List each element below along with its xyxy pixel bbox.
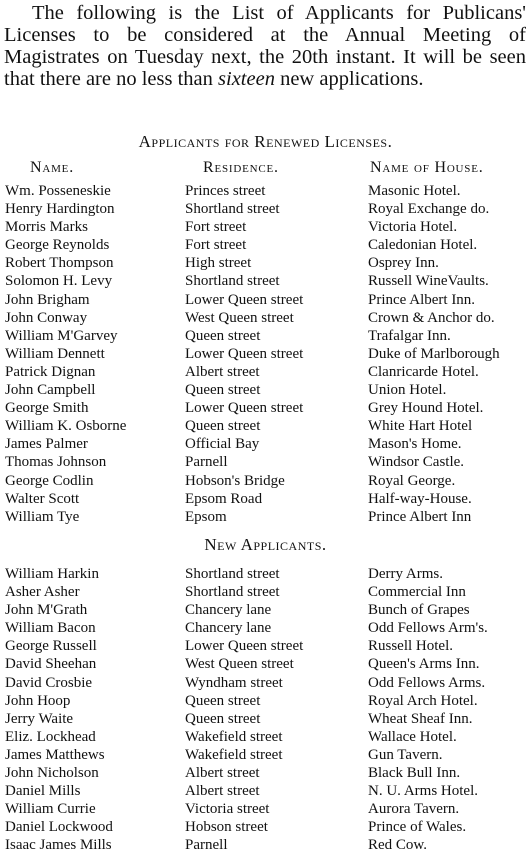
house-name: Osprey Inn. [368,255,439,272]
house-name: White Hart Hotel [368,418,473,435]
applicant-name: George Codlin [5,472,94,489]
table-row [0,309,531,327]
house-name: Duke of Marlborough [368,345,500,362]
residence: Epsom Road [185,490,263,507]
table-row [0,490,531,508]
applicant-name: Daniel Mills [5,783,81,800]
house-name: Queen's Arms Inn. [368,656,480,673]
house-name: Odd Fellows Arm's. [368,620,488,637]
house-name: Royal George. [368,472,456,489]
residence: Lower Queen street [185,291,304,308]
house-name: Masonic Hotel. [368,183,461,199]
residence: Albert street [185,363,260,380]
residence: Chancery lane [185,602,272,619]
residence: Hobson's Bridge [185,472,285,489]
house-name: Odd Fellows Arms. [368,674,486,691]
house-name: Derry Arms. [368,566,443,582]
applicant-name: John Hoop [5,692,71,709]
residence: Albert street [185,783,260,800]
house-name: Mason's Home. [368,436,462,453]
applicant-name: John Nicholson [5,765,99,782]
table-row [0,619,531,637]
applicant-name: David Crosbie [5,674,93,691]
residence: Shortland street [185,584,280,601]
table-row [0,565,531,583]
house-name: N. U. Arms Hotel. [368,783,478,800]
residence: Lower Queen street [185,400,304,417]
residence: Queen street [185,692,261,709]
house-name: Wheat Sheaf Inn. [368,710,473,727]
applicant-name: George Russell [5,638,97,655]
table-row [0,655,531,673]
applicant-name: Isaac James Mills [5,837,112,854]
house-name: Prince Albert Inn. [368,291,476,308]
applicant-name: William Harkin [5,566,99,582]
table-row [0,327,531,345]
house-name: Wallace Hotel. [368,728,457,745]
applicant-name: John Conway [5,309,88,326]
applicant-name: Henry Hardington [5,201,115,218]
table-row [0,472,531,490]
table-row [0,674,531,692]
applicant-name: John M'Grath [5,602,88,619]
applicant-name: John Brigham [5,291,90,308]
table-row [0,637,531,655]
table-row [0,583,531,601]
residence: Queen street [185,418,261,435]
applicant-name: James Matthews [5,746,105,763]
residence: Parnell [185,837,228,854]
new-applicants-table [0,565,531,855]
table-row [0,508,531,526]
house-name: Aurora Tavern. [368,801,460,818]
house-name: Royal Exchange do. [368,201,490,218]
applicant-name: William Tye [5,508,80,525]
residence: Princes street [185,183,266,199]
house-name: Half-way-House. [368,490,472,507]
applicant-name: James Palmer [5,436,88,453]
table-row [0,200,531,218]
table-row [0,272,531,290]
house-name: Red Cow. [368,837,428,854]
table-row [0,836,531,854]
house-name: Commercial Inn [368,584,466,601]
applicant-name: George Smith [5,400,89,417]
house-name: Clanricarde Hotel. [368,363,479,380]
residence: Shortland street [185,201,280,218]
table-row [0,692,531,710]
applicant-name: William M'Garvey [5,327,118,344]
applicant-name: William Currie [5,801,96,818]
house-name: Crown & Anchor do. [368,309,495,326]
residence: Lower Queen street [185,638,304,655]
house-name: Gun Tavern. [368,746,443,763]
house-name: Prince of Wales. [368,819,467,836]
table-row [0,728,531,746]
applicant-name: Robert Thompson [5,255,114,272]
house-name: Caledonian Hotel. [368,237,478,254]
table-row [0,236,531,254]
table-row [0,363,531,381]
table-row [0,381,531,399]
applicant-name: William Dennett [5,345,105,362]
house-name: Victoria Hotel. [368,219,458,236]
applicant-name: Solomon H. Levy [5,273,113,290]
residence: Wakefield street [185,728,283,745]
column-header-name: Name. [30,159,74,176]
column-header-house: Name of House. [370,159,484,176]
residence: Fort street [185,219,247,236]
residence: Shortland street [185,273,280,290]
table-row [0,710,531,728]
intro-text: The following is the List of Applicants for Publicans' Licenses to be considered at the Annual Meeting of Magistrates on Tuesday next, the 20th instant. It will be seen that there are no less than [4,2,526,90]
table-row [0,764,531,782]
table-row [0,182,531,200]
house-name: Russell Hotel. [368,638,453,655]
applicant-name: Daniel Lockwood [5,819,113,836]
table-row [0,435,531,453]
intro-paragraph [4,2,526,90]
residence: Epsom [185,508,227,525]
applicant-name: Eliz. Lockhead [5,728,96,745]
table-row [0,254,531,272]
house-name: Grey Hound Hotel. [368,400,484,417]
residence: Albert street [185,765,260,782]
table-row [0,218,531,236]
residence: Lower Queen street [185,345,304,362]
residence: West Queen street [185,309,294,326]
house-name: Union Hotel. [368,382,447,399]
applicant-name: Asher Asher [5,584,80,601]
residence: Wyndham street [185,674,283,691]
applicant-name: Morris Marks [5,219,88,236]
residence: Hobson street [185,819,268,836]
intro-emphasis: sixteen [218,68,275,90]
applicant-name: William K. Osborne [5,418,127,435]
new-heading: New Applicants. [204,535,327,554]
applicant-name: Patrick Dignan [5,363,96,380]
intro-text-end: new applications. [274,68,424,90]
table-row [0,818,531,836]
applicant-name: Walter Scott [5,490,80,507]
table-row [0,399,531,417]
residence: Official Bay [185,436,260,453]
house-name: Russell WineVaults. [368,273,489,290]
table-row [0,800,531,818]
column-header-residence: Residence. [203,159,279,176]
table-row [0,453,531,471]
residence: Wakefield street [185,746,283,763]
table-row [0,291,531,309]
applicant-name: William Bacon [5,620,96,637]
applicant-name: Jerry Waite [5,710,74,727]
residence: Shortland street [185,566,280,582]
house-name: Black Bull Inn. [368,765,461,782]
applicant-name: John Campbell [5,382,96,399]
table-row [0,746,531,764]
house-name: Trafalgar Inn. [368,327,451,344]
applicant-name: Wm. Posseneskie [5,183,111,199]
residence: Victoria street [185,801,270,818]
house-name: Royal Arch Hotel. [368,692,478,709]
residence: Parnell [185,454,228,471]
table-row [0,417,531,435]
residence: Queen street [185,710,261,727]
residence: Queen street [185,382,261,399]
table-row [0,601,531,619]
table-row [0,345,531,363]
residence: Chancery lane [185,620,272,637]
renewed-heading: Applicants for Renewed Licenses. [138,132,393,151]
house-name: Windsor Castle. [368,454,465,471]
renewed-applicants-table [0,182,531,526]
residence: Fort street [185,237,247,254]
table-row [0,782,531,800]
house-name: Prince Albert Inn [368,508,472,525]
applicant-name: Thomas Johnson [5,454,107,471]
residence: High street [185,255,252,272]
applicant-name: David Sheehan [5,656,97,673]
house-name: Bunch of Grapes [368,602,470,619]
applicant-name: George Reynolds [5,237,110,254]
residence: Queen street [185,327,261,344]
residence: West Queen street [185,656,294,673]
